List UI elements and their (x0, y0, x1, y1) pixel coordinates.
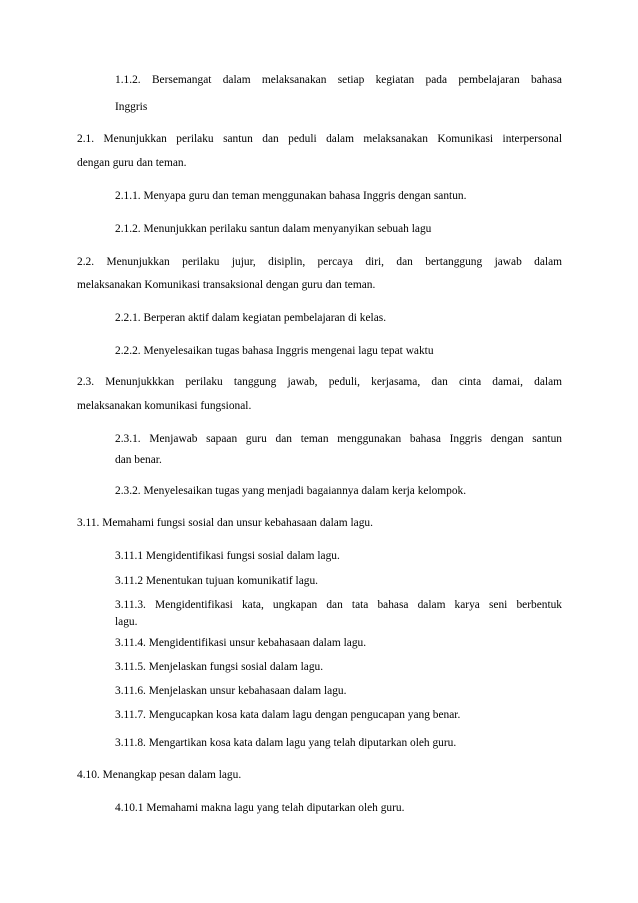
text-line: melaksanakan Komunikasi transaksional dengan guru dan teman. (77, 279, 376, 291)
text-line: 3.11.5. Menjelaskan fungsi sosial dalam lagu. (115, 661, 324, 673)
text-line: 2.1. Menunjukkan perilaku santun dan peduli dalam melaksanakan Komunikasi interpersonal (77, 133, 562, 145)
text-line: 2.2.2. Menyelesaikan tugas bahasa Inggris mengenai lagu tepat waktu (115, 345, 434, 357)
text-line: 2.2. Menunjukkan perilaku jujur, disiplin, percaya diri, dan bertanggung jawab dalam (77, 256, 562, 268)
text-line: 3.11.4. Mengidentifikasi unsur kebahasaan dalam lagu. (115, 637, 367, 649)
text-line: 1.1.2. Bersemangat dalam melaksanakan setiap kegiatan pada pembelajaran bahasa (115, 74, 562, 86)
text-line: melaksanakan komunikasi fungsional. (77, 400, 252, 412)
text-line: 3.11.8. Mengartikan kosa kata dalam lagu yang telah diputarkan oleh guru. (115, 737, 457, 749)
text-line: 2.3. Menunjukkkan perilaku tanggung jawab, peduli, kerjasama, dan cinta damai, dalam (77, 376, 562, 388)
text-line: lagu. (115, 616, 138, 628)
text-line: 3.11. Memahami fungsi sosial dan unsur kebahasaan dalam lagu. (77, 517, 373, 529)
text-line: 3.11.1 Mengidentifikasi fungsi sosial dalam lagu. (115, 550, 340, 562)
text-line: 2.1.1. Menyapa guru dan teman menggunakan bahasa Inggris dengan santun. (115, 190, 467, 202)
text-line: Inggris (115, 101, 148, 113)
text-line: 3.11.6. Menjelaskan unsur kebahasaan dalam lagu. (115, 685, 347, 697)
text-line: 2.3.1. Menjawab sapaan guru dan teman menggunakan bahasa Inggris dengan santun (115, 433, 562, 445)
text-line: 3.11.3. Mengidentifikasi kata, ungkapan dan tata bahasa dalam karya seni berbentuk (115, 599, 562, 611)
text-line: 2.3.2. Menyelesaikan tugas yang menjadi bagaiannya dalam kerja kelompok. (115, 485, 467, 497)
text-line: 3.11.7. Mengucapkan kosa kata dalam lagu dengan pengucapan yang benar. (115, 709, 461, 721)
text-line: dan benar. (115, 454, 162, 466)
text-line: dengan guru dan teman. (77, 157, 187, 169)
text-line: 2.2.1. Berperan aktif dalam kegiatan pembelajaran di kelas. (115, 312, 387, 324)
text-line: 4.10. Menangkap pesan dalam lagu. (77, 769, 242, 781)
text-line: 3.11.2 Menentukan tujuan komunikatif lagu. (115, 575, 318, 587)
text-line: 4.10.1 Memahami makna lagu yang telah diputarkan oleh guru. (115, 802, 405, 814)
text-line: 2.1.2. Menunjukkan perilaku santun dalam menyanyikan sebuah lagu (115, 223, 432, 235)
